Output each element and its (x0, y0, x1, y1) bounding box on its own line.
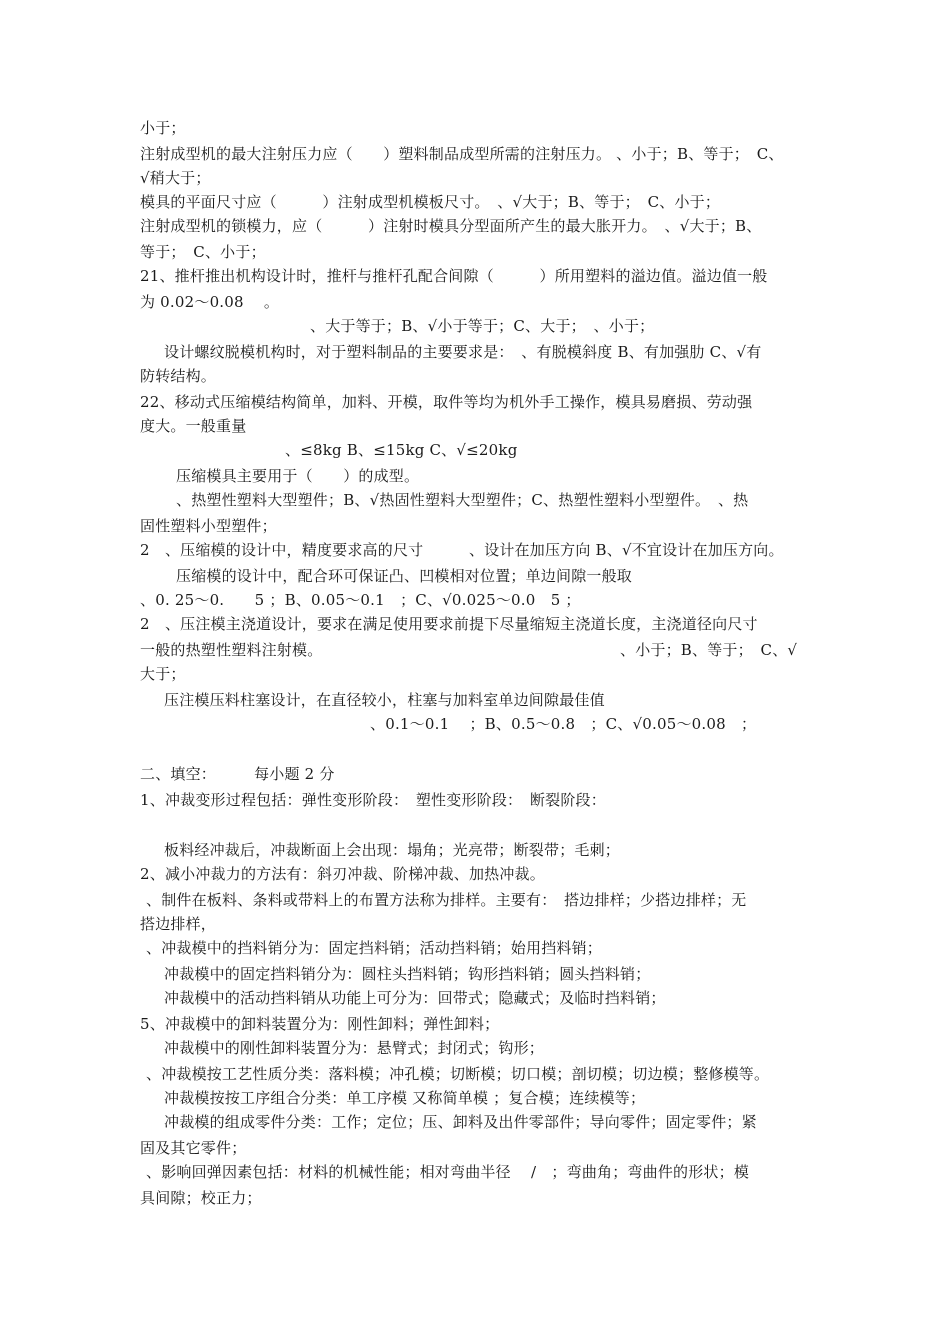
text-line: 、冲裁模中的挡料销分为：固定挡料销；活动挡料销；始用挡料销； (146, 939, 603, 957)
text-line: 、制件在板料、条料或带料上的布置方法称为排样。主要有： 搭边排样；少搭边排样；无 (146, 891, 747, 909)
text-line: 、热塑性塑料大型塑件；B、√热固性塑料大型塑件；C、热塑性塑料小型塑件。 、热 (176, 491, 749, 509)
text-line: 具间隙；校正力； (140, 1189, 262, 1207)
text-line: 压注模压料柱塞设计，在直径较小，柱塞与加料室单边间隙最佳值 (164, 691, 605, 709)
text-line: 压缩模具主要用于（ ）的成型。 (176, 467, 420, 485)
text-line: 板料经冲裁后，冲裁断面上会出现：塌角；光亮带；断裂带；毛刺； (164, 841, 621, 859)
text-line: 、0.1～0.1 ；B、0.5～0.8 ；C、√0.05～0.08 ； (370, 715, 757, 733)
text-line: 、≤8kg B、≤15kg C、√≤20kg (285, 441, 518, 459)
text-line: 2 、压缩模的设计中，精度要求高的尺寸 、设计在加压方向 B、√不宜设计在加压方向。 (140, 541, 784, 559)
text-line: 、小于；B、等于； C、√ (620, 641, 798, 659)
text-line: 模具的平面尺寸应（ ）注射成型机模板尺寸。 、√大于；B、等于； C、小于； (140, 193, 721, 211)
text-line: 2 、压注模主浇道设计，要求在满足使用要求前提下尽量缩短主浇道长度，主浇道径向尺寸 (140, 615, 758, 633)
section-heading: 二、填空： 每小题 2 分 (140, 765, 335, 783)
text-line: 注射成型机的最大注射压力应（ ）塑料制品成型所需的注射压力。 、小于；B、等于； C、 (140, 145, 784, 163)
text-line: 、影响回弹因素包括：材料的机械性能；相对弯曲半径 / ；弯曲角；弯曲件的形状；模 (146, 1163, 750, 1181)
text-line: 22、移动式压缩模结构简单，加料、开模，取件等均为机外手工操作，模具易磨损、劳动强 (140, 393, 753, 411)
text-line: 小于； (140, 119, 186, 137)
text-line: 1、冲裁变形过程包括：弹性变形阶段： 塑性变形阶段： 断裂阶段： (140, 791, 606, 809)
text-line: 冲裁模按按工序组合分类：单工序模 又称简单模 ；复合模；连续模等； (164, 1089, 646, 1107)
text-line: 大于； (140, 665, 186, 683)
text-line: 注射成型机的锁模力，应（ ）注射时模具分型面所产生的最大胀开力。 、√大于；B、 (140, 217, 762, 235)
text-line: 度大。一般重量 (140, 417, 247, 435)
text-line: 设计螺纹脱模机构时，对于塑料制品的主要要求是： 、有脱模斜度 B、有加强肋 C、√有 (164, 343, 762, 361)
text-line: 21、推杆推出机构设计时，推杆与推杆孔配合间隙（ ）所用塑料的溢边值。溢边值一般 (140, 267, 768, 285)
text-line: 冲裁模中的刚性卸料装置分为：悬臂式；封闭式；钩形； (164, 1039, 545, 1057)
text-line: 冲裁模中的固定挡料销分为：圆柱头挡料销；钩形挡料销；圆头挡料销； (164, 965, 651, 983)
text-line: 、0. 25～0. 5 ；B、0.05～0.1 ；C、√0.025～0.0 5 ； (140, 591, 581, 609)
text-line: 冲裁模的组成零件分类：工作；定位；压、卸料及出件零部件；导向零件；固定零件；紧 (164, 1113, 757, 1131)
text-line: 压缩模的设计中，配合环可保证凸、凹模相对位置；单边间隙一般取 (176, 567, 633, 585)
text-line: 5、冲裁模中的卸料装置分为：刚性卸料；弹性卸料； (140, 1015, 500, 1033)
text-line: 固性塑料小型塑件； (140, 517, 277, 535)
text-line: 、冲裁模按工艺性质分类：落料模；冲孔模；切断模；切口模；剖切模；切边模；整修模等。 (146, 1065, 770, 1083)
text-line: 等于； C、小于； (140, 243, 266, 261)
text-line: 防转结构。 (140, 367, 217, 385)
text-line: √稍大于； (140, 169, 211, 187)
text-line: 2、减小冲裁力的方法有：斜刃冲裁、阶梯冲裁、加热冲裁。 (140, 865, 545, 883)
text-line: 为 0.02～0.08 。 (140, 293, 280, 311)
text-line: 一般的热塑性塑料注射模。 (140, 641, 323, 659)
text-line: 搭边排样， (140, 915, 217, 933)
text-line: 固及其它零件； (140, 1139, 247, 1157)
text-line: 、大于等于；B、√小于等于；C、大于； 、小于； (310, 317, 655, 335)
text-line: 冲裁模中的活动挡料销从功能上可分为：回带式；隐藏式；及临时挡料销； (164, 989, 666, 1007)
